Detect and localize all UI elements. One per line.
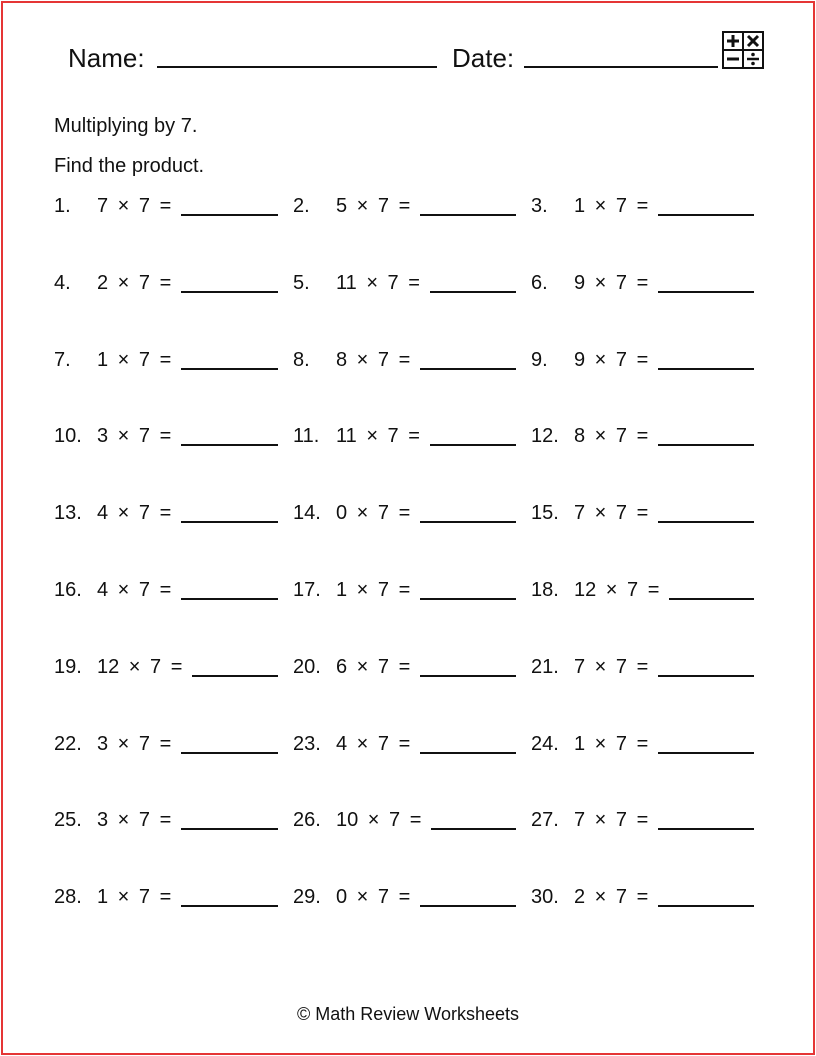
date-answer-line[interactable]	[524, 66, 718, 68]
problem-number: 17.	[293, 579, 321, 601]
math-operations-icon	[722, 31, 764, 69]
problem-expression: 7 × 7 =	[574, 809, 649, 832]
problem-number: 15.	[531, 502, 559, 525]
problem-number: 8.	[293, 348, 310, 371]
answer-line[interactable]	[420, 368, 516, 370]
problem-number: 25.	[54, 809, 82, 832]
answer-line[interactable]	[181, 521, 278, 523]
name-label: Name:	[68, 43, 145, 73]
problem-number: 26.	[293, 809, 321, 832]
answer-line[interactable]	[658, 291, 754, 293]
problem-expression: 5 × 7 =	[336, 195, 411, 217]
answer-line[interactable]	[431, 828, 516, 830]
problem-number: 5.	[293, 271, 310, 294]
problem-number: 19.	[54, 655, 82, 678]
answer-line[interactable]	[181, 905, 278, 907]
answer-line[interactable]	[192, 675, 278, 677]
problem-number: 11.	[293, 425, 320, 448]
problem-number: 4.	[54, 271, 71, 294]
answer-line[interactable]	[181, 214, 278, 216]
answer-line[interactable]	[420, 214, 516, 216]
problem-expression: 10 × 7 =	[336, 809, 422, 832]
answer-line[interactable]	[181, 444, 278, 446]
problem-number: 23.	[293, 732, 321, 755]
problem-number: 16.	[54, 579, 82, 601]
problem-number: 29.	[293, 886, 321, 909]
problem-expression: 11 × 7 =	[336, 425, 420, 448]
problem-number: 14.	[293, 502, 321, 525]
copyright-footer: © Math Review Worksheets	[296, 1004, 519, 1024]
problem-expression: 3 × 7 =	[97, 809, 172, 832]
problem-number: 6.	[531, 271, 548, 294]
problem-number: 18.	[531, 579, 559, 601]
answer-line[interactable]	[658, 905, 754, 907]
problem-number: 1.	[54, 195, 71, 217]
problem-expression: 8 × 7 =	[336, 348, 411, 371]
date-label: Date:	[452, 43, 515, 73]
answer-line[interactable]	[420, 521, 516, 523]
answer-line[interactable]	[181, 368, 278, 370]
problem-expression: 8 × 7 =	[574, 425, 649, 448]
problem-expression: 7 × 7 =	[574, 502, 649, 525]
answer-line[interactable]	[658, 675, 754, 677]
problem-number: 24.	[531, 732, 559, 755]
answer-line[interactable]	[658, 368, 754, 370]
problem-expression: 2 × 7 =	[97, 271, 172, 294]
answer-line[interactable]	[658, 752, 754, 754]
problem-number: 20.	[293, 655, 321, 678]
answer-line[interactable]	[658, 828, 754, 830]
problem-number: 13.	[54, 502, 82, 525]
problem-expression: 4 × 7 =	[336, 732, 411, 755]
worksheet-title: Multiplying by 7.	[54, 115, 198, 137]
problem-expression: 1 × 7 =	[336, 579, 411, 601]
problem-expression: 4 × 7 =	[97, 502, 172, 525]
problem-expression: 2 × 7 =	[574, 886, 649, 909]
problem-expression: 1 × 7 =	[97, 348, 172, 371]
answer-line[interactable]	[181, 291, 278, 293]
answer-line[interactable]	[181, 598, 278, 600]
answer-line[interactable]	[669, 598, 754, 600]
problem-expression: 1 × 7 =	[97, 886, 172, 909]
problem-expression: 1 × 7 =	[574, 195, 649, 217]
problem-number: 27.	[531, 809, 559, 832]
problem-number: 10.	[54, 425, 82, 448]
problem-expression: 4 × 7 =	[97, 579, 172, 601]
problem-number: 28.	[54, 886, 82, 909]
problem-expression: 11 × 7 =	[336, 271, 420, 294]
name-answer-line[interactable]	[157, 66, 437, 68]
problem-number: 12.	[531, 425, 559, 448]
answer-line[interactable]	[181, 828, 278, 830]
worksheet-instruction: Find the product.	[54, 155, 205, 177]
problem-expression: 3 × 7 =	[97, 732, 172, 755]
problem-expression: 1 × 7 =	[574, 732, 649, 755]
answer-line[interactable]	[420, 675, 516, 677]
problem-number: 21.	[531, 655, 559, 678]
answer-line[interactable]	[181, 752, 278, 754]
answer-line[interactable]	[420, 598, 516, 600]
problem-expression: 9 × 7 =	[574, 348, 649, 371]
problem-number: 9.	[531, 348, 548, 371]
problem-expression: 7 × 7 =	[97, 195, 172, 217]
answer-line[interactable]	[658, 444, 754, 446]
problem-number: 30.	[531, 886, 559, 909]
problem-number: 2.	[293, 195, 310, 217]
problem-expression: 0 × 7 =	[336, 502, 411, 525]
answer-line[interactable]	[430, 444, 516, 446]
problem-number: 7.	[54, 348, 71, 371]
answer-line[interactable]	[430, 291, 516, 293]
answer-line[interactable]	[420, 905, 516, 907]
problem-expression: 0 × 7 =	[336, 886, 411, 909]
problem-expression: 6 × 7 =	[336, 655, 411, 678]
problem-expression: 9 × 7 =	[574, 271, 649, 294]
answer-line[interactable]	[658, 214, 754, 216]
answer-line[interactable]	[420, 752, 516, 754]
problem-expression: 3 × 7 =	[97, 425, 172, 448]
problem-expression: 7 × 7 =	[574, 655, 649, 678]
problem-number: 3.	[531, 195, 548, 217]
problem-expression: 12 × 7 =	[97, 655, 183, 678]
problem-number: 22.	[54, 732, 82, 755]
problem-expression: 12 × 7 =	[574, 579, 660, 601]
answer-line[interactable]	[658, 521, 754, 523]
